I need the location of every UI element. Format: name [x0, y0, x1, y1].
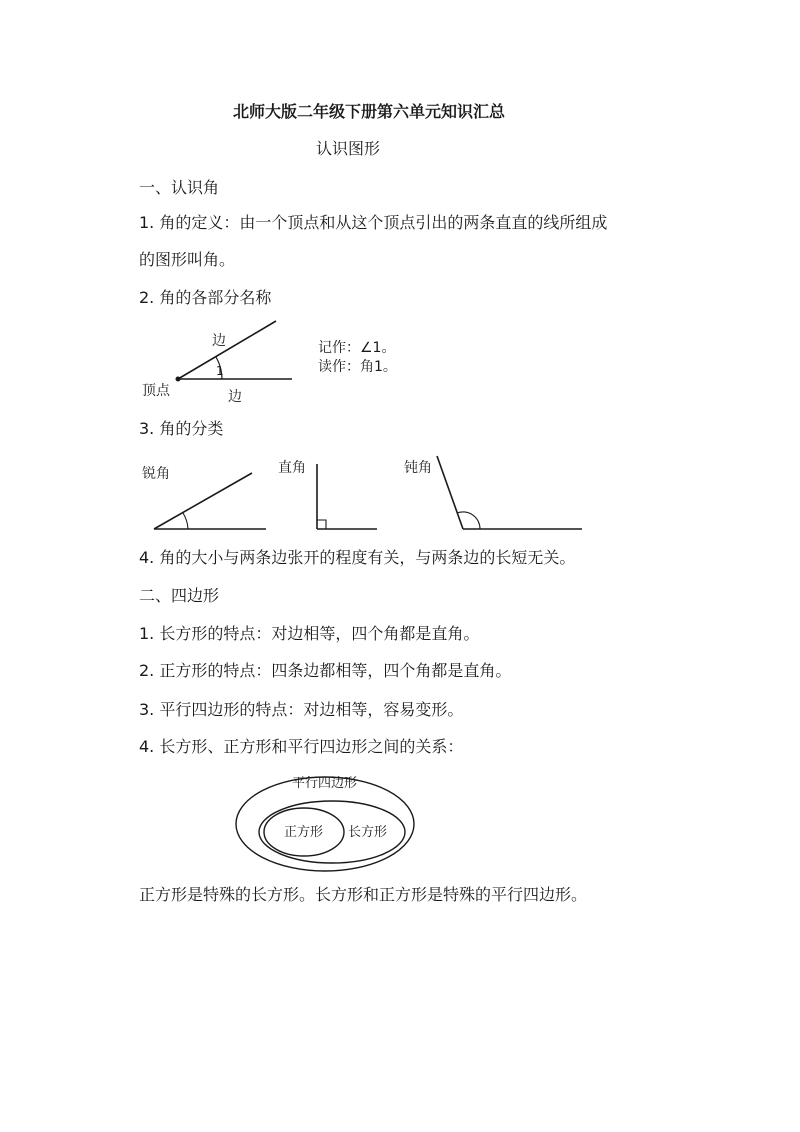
vertex-label: 顶点	[142, 383, 170, 399]
vertex-dot	[176, 377, 181, 382]
angle-number-label: 1	[216, 364, 224, 378]
parallelogram-ellipse	[236, 777, 414, 871]
angle-size-note: 4. 角的大小与两条边张开的程度有关，与两条边的长短无关。	[139, 548, 576, 567]
acute-angle-arc	[183, 513, 188, 529]
angle-types-diagram	[130, 450, 590, 535]
parallelogram-features: 3. 平行四边形的特点：对边相等，容易变形。	[139, 700, 464, 719]
section1-heading: 一、认识角	[139, 178, 220, 197]
angle-definition-line1: 1. 角的定义：由一个顶点和从这个顶点引出的两条直直的线所组成	[139, 213, 608, 232]
obtuse-angle-side1	[437, 456, 463, 529]
angle-notation: 记作：∠1。	[318, 340, 396, 356]
quadrilateral-relationship-diagram	[230, 762, 430, 872]
right-angle-mark	[317, 520, 326, 529]
right-angle-label: 直角	[278, 460, 306, 476]
rectangle-label: 长方形	[348, 825, 388, 840]
angle-parts-diagram	[130, 315, 430, 410]
section2-heading: 二、四边形	[139, 586, 220, 605]
angle-parts-heading: 2. 角的各部分名称	[139, 288, 272, 307]
page-title: 北师大版二年级下册第六单元知识汇总	[233, 102, 506, 121]
relationship-conclusion: 正方形是特殊的长方形。长方形和正方形是特殊的平行四边形。	[139, 885, 588, 904]
angle-reading: 读作：角1。	[318, 359, 397, 375]
angle-definition-line2: 的图形叫角。	[139, 250, 236, 269]
angle-types-heading: 3. 角的分类	[139, 419, 224, 438]
square-label: 正方形	[284, 825, 324, 840]
parallelogram-label: 平行四边形	[292, 776, 358, 791]
angle-side-top-line	[178, 321, 276, 379]
square-features: 2. 正方形的特点：四条边都相等，四个角都是直角。	[139, 661, 512, 680]
side-bottom-label: 边	[228, 389, 242, 405]
relationship-heading: 4. 长方形、正方形和平行四边形之间的关系：	[139, 737, 464, 756]
side-top-label: 边	[212, 333, 226, 349]
page-subtitle: 认识图形	[316, 139, 381, 158]
obtuse-angle-label: 钝角	[404, 460, 432, 476]
rectangle-features: 1. 长方形的特点：对边相等，四个角都是直角。	[139, 624, 480, 643]
acute-angle-label: 锐角	[142, 466, 170, 482]
